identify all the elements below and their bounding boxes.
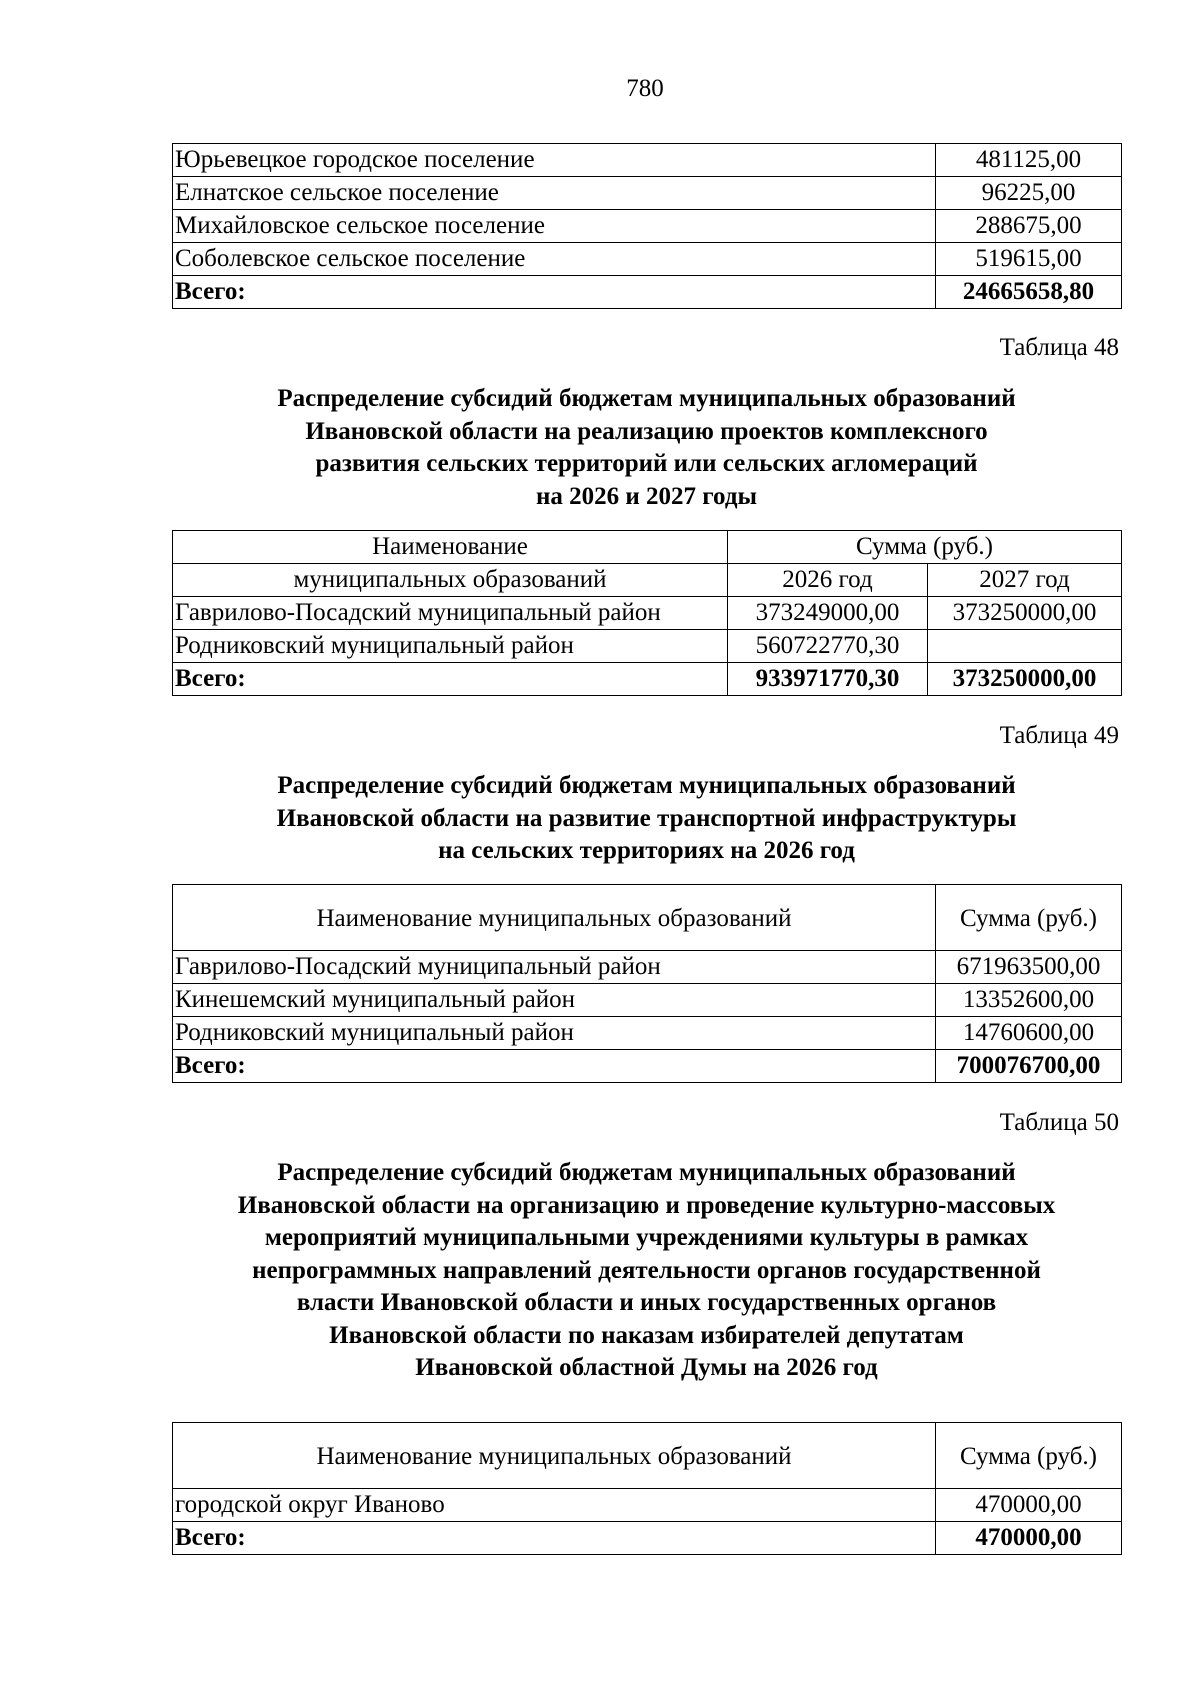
- amount-2026: 560722770,30: [728, 630, 928, 663]
- total-row: [173, 1522, 1122, 1555]
- table-row: [173, 951, 1122, 984]
- amount-cell: 288675,00: [936, 210, 1122, 243]
- total-label: Всего:: [173, 1050, 936, 1083]
- amount-2027: [928, 630, 1122, 663]
- municipality-name: Родниковский муниципальный район: [173, 630, 728, 663]
- title-line: Ивановской областной Думы на 2026 год: [415, 1354, 878, 1381]
- title-line: на сельских территориях на 2026 год: [438, 837, 855, 864]
- title-line: Распределение субсидий бюджетам муниципальных образований: [277, 385, 1016, 412]
- header-row: [173, 885, 1122, 951]
- header-name-line2: муниципальных образований: [173, 564, 728, 597]
- amount-2026: 373249000,00: [728, 597, 928, 630]
- title-line: власти Ивановской области и иных государственных органов: [296, 1289, 997, 1316]
- table-50-label: Таблица 50: [999, 1109, 1119, 1136]
- header-sum: Сумма (руб.): [936, 1423, 1122, 1489]
- table-row: [173, 144, 1122, 177]
- total-row: [173, 663, 1122, 696]
- header-row: [173, 1423, 1122, 1489]
- table-50-title: [172, 1157, 1121, 1385]
- table-48-label: Таблица 48: [999, 334, 1119, 361]
- title-line: непрограммных направлений деятельности органов государственной: [252, 1256, 1041, 1284]
- municipality-name: городской округ Иваново: [173, 1489, 936, 1522]
- municipality-name: Соболевское сельское поселение: [173, 243, 936, 276]
- title-line: Ивановской области на организацию и проведение культурно-массовых: [237, 1191, 1056, 1219]
- total-row: [173, 276, 1122, 309]
- continuation-table: [172, 143, 1122, 309]
- header-sum: Сумма (руб.): [728, 531, 1122, 564]
- amount-cell: 14760600,00: [936, 1017, 1122, 1050]
- municipality-name: Юрьевецкое городское поселение: [173, 144, 936, 177]
- amount-cell: 96225,00: [936, 177, 1122, 210]
- header-name: Наименование муниципальных образований: [173, 885, 936, 951]
- municipality-name: Гаврилово-Посадский муниципальный район: [173, 597, 728, 630]
- title-line: развития сельских территорий или сельских агломераций: [315, 450, 978, 477]
- header-name: Наименование муниципальных образований: [173, 1423, 936, 1489]
- title-line: Ивановской области по наказам избирателей депутатам: [329, 1321, 964, 1349]
- total-amount: 700076700,00: [936, 1050, 1122, 1083]
- header-sum: Сумма (руб.): [936, 885, 1122, 951]
- municipality-name: Кинешемский муниципальный район: [173, 984, 936, 1017]
- total-amount: 24665658,80: [936, 276, 1122, 309]
- table-49-label: Таблица 49: [999, 722, 1119, 749]
- municipality-name: Родниковский муниципальный район: [173, 1017, 936, 1050]
- title-line: Распределение субсидий бюджетам муниципальных образований: [277, 1159, 1016, 1186]
- table-49-title: [172, 770, 1121, 868]
- municipality-name: Елнатское сельское поселение: [173, 177, 936, 210]
- title-line: мероприятий муниципальными учреждениями культуры в рамках: [264, 1224, 1029, 1251]
- header-year-2027: 2027 год: [928, 564, 1122, 597]
- table-row: [173, 1017, 1122, 1050]
- table-49: [172, 884, 1122, 1083]
- municipality-name: Михайловское сельское поселение: [173, 210, 936, 243]
- header-row: [173, 564, 1122, 597]
- header-row: [173, 531, 1122, 564]
- amount-cell: 519615,00: [936, 243, 1122, 276]
- table-row: [173, 243, 1122, 276]
- table-row: [173, 630, 1122, 663]
- title-line: Ивановской области на развитие транспортной инфраструктуры: [276, 804, 1017, 832]
- amount-cell: 671963500,00: [936, 951, 1122, 984]
- table-row: [173, 1489, 1122, 1522]
- total-label: Всего:: [173, 1522, 936, 1555]
- table-row: [173, 984, 1122, 1017]
- title-line: Распределение субсидий бюджетам муниципальных образований: [277, 772, 1016, 799]
- table-row: [173, 177, 1122, 210]
- table-row: [173, 210, 1122, 243]
- table-48-title: [172, 383, 1121, 513]
- table-50: [172, 1422, 1122, 1555]
- amount-cell: 481125,00: [936, 144, 1122, 177]
- table-row: [173, 597, 1122, 630]
- amount-2027: 373250000,00: [928, 597, 1122, 630]
- header-year-2026: 2026 год: [728, 564, 928, 597]
- title-line: на 2026 и 2027 годы: [536, 482, 757, 510]
- title-line: Ивановской области на реализацию проектов комплексного: [305, 417, 988, 445]
- total-label: Всего:: [173, 276, 936, 309]
- total-row: [173, 1050, 1122, 1083]
- total-2026: 933971770,30: [728, 663, 928, 696]
- amount-cell: 13352600,00: [936, 984, 1122, 1017]
- municipality-name: Гаврилово-Посадский муниципальный район: [173, 951, 936, 984]
- table-48: [172, 530, 1122, 696]
- total-amount: 470000,00: [936, 1522, 1122, 1555]
- total-2027: 373250000,00: [928, 663, 1122, 696]
- total-label: Всего:: [173, 663, 728, 696]
- amount-cell: 470000,00: [936, 1489, 1122, 1522]
- header-name-line1: Наименование: [173, 531, 728, 564]
- page-number: 780: [626, 75, 664, 102]
